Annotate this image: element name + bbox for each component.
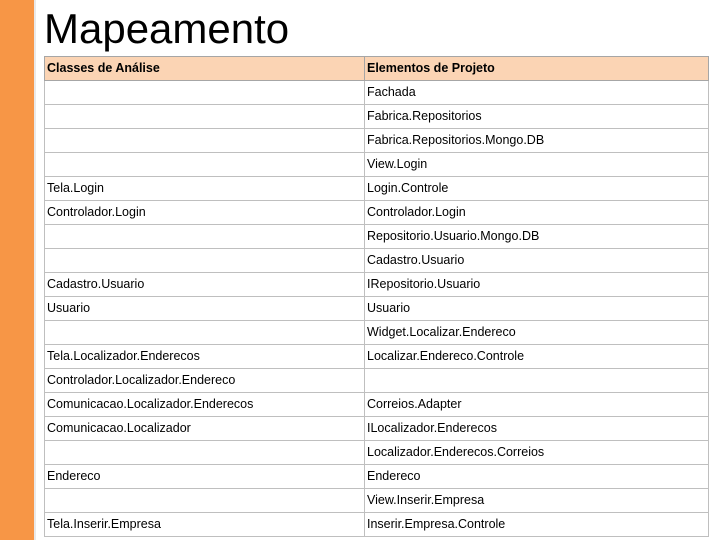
analysis-class-cell (45, 153, 365, 177)
slide-title: Mapeamento (44, 5, 290, 52)
analysis-class-cell (45, 81, 365, 105)
design-element-cell: Localizador.Enderecos.Correios (365, 441, 709, 465)
table-row (45, 273, 709, 297)
design-element-cell: Fabrica.Repositorios (365, 105, 709, 129)
table-body (45, 81, 709, 537)
table-row (45, 201, 709, 225)
design-element-cell: Repositorio.Usuario.Mongo.DB (365, 225, 709, 249)
mapping-table (44, 56, 709, 537)
table-row (45, 417, 709, 441)
analysis-class-cell: Controlador.Login (45, 201, 365, 225)
design-element-cell: Controlador.Login (365, 201, 709, 225)
analysis-class-cell (45, 225, 365, 249)
design-element-cell: Correios.Adapter (365, 393, 709, 417)
table-row (45, 129, 709, 153)
design-element-cell: Widget.Localizar.Endereco (365, 321, 709, 345)
analysis-class-cell: Cadastro.Usuario (45, 273, 365, 297)
analysis-class-cell (45, 105, 365, 129)
slide-accent-edge (34, 0, 36, 540)
design-element-cell: Inserir.Empresa.Controle (365, 513, 709, 537)
table-row (45, 225, 709, 249)
analysis-class-cell (45, 489, 365, 513)
analysis-class-cell: Controlador.Localizador.Endereco (45, 369, 365, 393)
analysis-class-cell: Tela.Localizador.Enderecos (45, 345, 365, 369)
design-element-cell (365, 369, 709, 393)
analysis-class-cell (45, 441, 365, 465)
design-element-cell: Endereco (365, 465, 709, 489)
header-analysis-classes: Classes de Análise (45, 57, 365, 81)
table-row (45, 153, 709, 177)
table-row (45, 369, 709, 393)
design-element-cell: Fabrica.Repositorios.Mongo.DB (365, 129, 709, 153)
design-element-cell: ILocalizador.Enderecos (365, 417, 709, 441)
header-design-elements: Elementos de Projeto (365, 57, 709, 81)
table-row (45, 321, 709, 345)
table-row (45, 105, 709, 129)
table-row (45, 81, 709, 105)
design-element-cell: Fachada (365, 81, 709, 105)
analysis-class-cell (45, 321, 365, 345)
design-element-cell: View.Inserir.Empresa (365, 489, 709, 513)
table-row (45, 249, 709, 273)
analysis-class-cell: Tela.Inserir.Empresa (45, 513, 365, 537)
analysis-class-cell: Comunicacao.Localizador.Enderecos (45, 393, 365, 417)
analysis-class-cell: Tela.Login (45, 177, 365, 201)
design-element-cell: View.Login (365, 153, 709, 177)
design-element-cell: Localizar.Endereco.Controle (365, 345, 709, 369)
table-row (45, 465, 709, 489)
table-row (45, 393, 709, 417)
table-row (45, 345, 709, 369)
table-row (45, 489, 709, 513)
analysis-class-cell: Usuario (45, 297, 365, 321)
slide-accent-bar (0, 0, 34, 540)
table-row (45, 441, 709, 465)
analysis-class-cell: Endereco (45, 465, 365, 489)
design-element-cell: Cadastro.Usuario (365, 249, 709, 273)
analysis-class-cell (45, 129, 365, 153)
analysis-class-cell: Comunicacao.Localizador (45, 417, 365, 441)
analysis-class-cell (45, 249, 365, 273)
design-element-cell: IRepositorio.Usuario (365, 273, 709, 297)
design-element-cell: Usuario (365, 297, 709, 321)
design-element-cell: Login.Controle (365, 177, 709, 201)
table-row (45, 513, 709, 537)
table-row (45, 177, 709, 201)
table-row (45, 297, 709, 321)
table-header-row (45, 57, 709, 81)
